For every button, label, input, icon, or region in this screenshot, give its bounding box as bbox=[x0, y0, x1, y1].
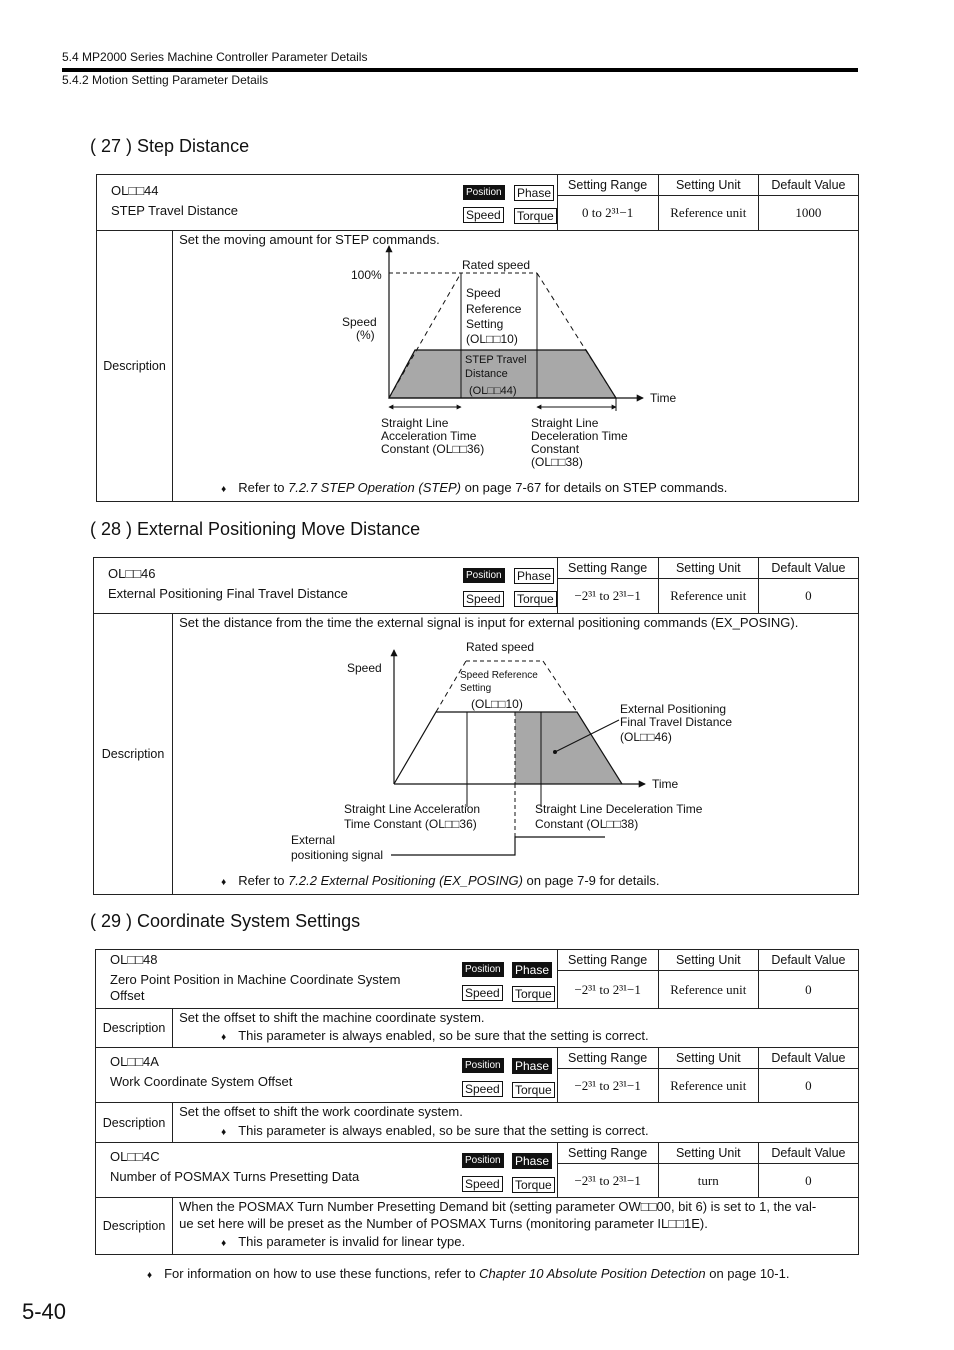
section-27-title: ( 27 ) Step Distance bbox=[90, 136, 250, 156]
default-value: 0 bbox=[758, 1069, 858, 1103]
signal-label: positioning signal bbox=[291, 848, 384, 862]
param-id-cell bbox=[96, 950, 558, 1009]
step-travel-label: Distance bbox=[465, 368, 508, 380]
description-cell bbox=[173, 1009, 859, 1048]
description-cell bbox=[173, 614, 859, 895]
param-name: Number of POSMAX Turns Presetting Data bbox=[110, 1169, 360, 1184]
range-value: 0 to 2³¹−1 bbox=[557, 196, 658, 231]
unit-value: turn bbox=[658, 1164, 758, 1198]
speed-ref-label: (OL□□10) bbox=[471, 697, 523, 711]
range-header: Setting Range bbox=[557, 950, 658, 971]
param-id-cell bbox=[96, 1143, 558, 1198]
description-text: When the POSMAX Turn Number Presetting Demand bit (setting parameter OW□□00, bit 6) is set to 1, the val- bbox=[179, 1199, 817, 1214]
signal-waveform bbox=[391, 837, 605, 855]
page-number: 5-40 bbox=[22, 1299, 67, 1324]
unit-header: Setting Unit bbox=[658, 558, 758, 579]
note-line: ♦ This parameter is always enabled, so be sure that the setting is correct. bbox=[221, 1028, 649, 1043]
unit-value: Reference unit bbox=[658, 196, 758, 231]
speed-ref-label: Speed Reference bbox=[460, 670, 538, 681]
param-code: OL□□4A bbox=[110, 1054, 159, 1069]
speed-ref-label: Setting bbox=[460, 683, 492, 694]
decel-label: Constant (OL□□38) bbox=[535, 817, 639, 831]
step-travel-label: STEP Travel bbox=[465, 354, 527, 366]
default-value: 0 bbox=[758, 579, 858, 614]
decel-label: Constant bbox=[531, 442, 580, 456]
note-line: ♦ This parameter is invalid for linear type. bbox=[221, 1234, 466, 1249]
param-code: OL□□44 bbox=[111, 183, 159, 198]
unit-header: Setting Unit bbox=[658, 1143, 758, 1164]
description-label: Description bbox=[97, 231, 173, 502]
bullet-icon: ♦ bbox=[221, 1127, 227, 1138]
description-cell bbox=[173, 231, 859, 502]
badge-position: Position bbox=[462, 1058, 504, 1073]
unit-header: Setting Unit bbox=[658, 1048, 758, 1069]
range-value: −2³¹ to 2³¹−1 bbox=[557, 971, 658, 1009]
section-28-title: ( 28 ) External Positioning Move Distance bbox=[90, 519, 421, 539]
cross-reference-link[interactable]: 7.2.7 STEP Operation (STEP) bbox=[288, 480, 461, 495]
description-text: ue set here will be preset as the Number of POSMAX Turns (monitoring parameter IL□□1E). bbox=[179, 1216, 708, 1231]
speed-ref-label: Speed bbox=[466, 286, 501, 300]
ext-distance-label: External Positioning bbox=[620, 702, 727, 716]
param-id-cell bbox=[94, 558, 558, 614]
description-label: Description bbox=[96, 1198, 173, 1255]
description-cell bbox=[173, 1198, 859, 1255]
default-header: Default Value bbox=[758, 558, 858, 579]
travel-area-shape bbox=[515, 712, 622, 784]
param-id-cell bbox=[96, 1048, 558, 1103]
rated-speed-label: Rated speed bbox=[462, 258, 531, 272]
badge-phase: Phase bbox=[514, 568, 554, 584]
badge-phase: Phase bbox=[512, 962, 552, 978]
ext-distance-label: Final Travel Distance bbox=[620, 715, 733, 729]
param-name: Zero Point Position in Machine Coordinate System bbox=[110, 972, 401, 987]
range-value: −2³¹ to 2³¹−1 bbox=[557, 1069, 658, 1103]
default-header: Default Value bbox=[758, 175, 858, 196]
speed-axis-label: Speed bbox=[342, 315, 377, 329]
param-table-29 bbox=[95, 949, 859, 1255]
speed-axis-label: Speed bbox=[347, 661, 382, 675]
decel-label: Straight Line bbox=[531, 416, 599, 430]
bullet-icon: ♦ bbox=[221, 1238, 227, 1249]
badge-speed: Speed bbox=[462, 1176, 503, 1192]
footer-note: ♦ For information on how to use these functions, refer to Chapter 10 Absolute Position Detection on page 10-1. bbox=[147, 1266, 790, 1281]
bullet-icon: ♦ bbox=[221, 1032, 227, 1043]
description-cell bbox=[173, 1103, 859, 1143]
range-value: −2³¹ to 2³¹−1 bbox=[557, 1164, 658, 1198]
description-text: Set the distance from the time the external signal is input for external positioning commands (EX_POSING). bbox=[179, 615, 799, 630]
speed-ref-label: (OL□□10) bbox=[466, 332, 518, 346]
param-name: External Positioning Final Travel Distance bbox=[108, 586, 348, 601]
description-text: Set the offset to shift the machine coordinate system. bbox=[179, 1010, 485, 1025]
cross-reference-link[interactable]: 7.2.2 External Positioning (EX_POSING) bbox=[288, 873, 523, 888]
bullet-icon: ♦ bbox=[221, 877, 227, 888]
badge-position: Position bbox=[463, 185, 505, 200]
badge-torque: Torque bbox=[512, 1177, 555, 1193]
badge-position: Position bbox=[463, 568, 505, 583]
badge-torque: Torque bbox=[514, 591, 557, 607]
badge-torque: Torque bbox=[514, 208, 557, 224]
default-value: 0 bbox=[758, 971, 858, 1009]
param-name: Work Coordinate System Offset bbox=[110, 1074, 293, 1089]
range-header: Setting Range bbox=[557, 1048, 658, 1069]
pct100-label: 100% bbox=[351, 268, 382, 282]
accel-label: Constant (OL□□36) bbox=[381, 442, 485, 456]
unit-value: Reference unit bbox=[658, 1069, 758, 1103]
time-label: Time bbox=[650, 391, 677, 405]
accel-label: Acceleration Time bbox=[381, 429, 477, 443]
badge-speed: Speed bbox=[463, 207, 504, 223]
signal-label: External bbox=[291, 833, 336, 847]
param-id-cell bbox=[97, 175, 558, 231]
param-name: STEP Travel Distance bbox=[111, 203, 238, 218]
param-code: OL□□46 bbox=[108, 566, 156, 581]
badge-position: Position bbox=[462, 962, 504, 977]
description-label: Description bbox=[96, 1103, 173, 1143]
time-label: Time bbox=[652, 777, 679, 791]
description-text: Set the moving amount for STEP commands. bbox=[179, 232, 440, 247]
note-line: ♦ This parameter is always enabled, so be sure that the setting is correct. bbox=[221, 1123, 649, 1138]
accel-label: Straight Line bbox=[381, 416, 449, 430]
description-text: Set the offset to shift the work coordinate system. bbox=[179, 1104, 463, 1119]
default-value: 0 bbox=[758, 1164, 858, 1198]
unit-value: Reference unit bbox=[658, 971, 758, 1009]
speed-ref-label: Reference bbox=[466, 302, 522, 316]
header-section: 5.4 MP2000 Series Machine Controller Parameter Details bbox=[62, 50, 368, 64]
header-subsection: 5.4.2 Motion Setting Parameter Details bbox=[62, 73, 269, 87]
badge-position: Position bbox=[462, 1153, 504, 1168]
pointer-dot bbox=[553, 750, 557, 754]
bullet-icon: ♦ bbox=[147, 1270, 153, 1281]
param-name: Offset bbox=[110, 988, 145, 1003]
section-29-title: ( 29 ) Coordinate System Settings bbox=[90, 911, 361, 931]
step-travel-label: (OL□□44) bbox=[469, 385, 517, 397]
note-line: ♦ Refer to 7.2.2 External Positioning (EX_POSING) on page 7-9 for details. bbox=[221, 873, 660, 888]
decel-dash bbox=[543, 661, 577, 712]
unit-header: Setting Unit bbox=[658, 175, 758, 196]
decel-label: Deceleration Time bbox=[531, 429, 628, 443]
param-code: OL□□48 bbox=[110, 952, 158, 967]
bullet-icon: ♦ bbox=[221, 484, 227, 495]
default-value: 1000 bbox=[758, 196, 858, 231]
badge-speed: Speed bbox=[463, 591, 504, 607]
default-header: Default Value bbox=[758, 1048, 858, 1069]
description-label: Description bbox=[96, 1009, 173, 1048]
badge-speed: Speed bbox=[462, 985, 503, 1001]
cross-reference-link[interactable]: Chapter 10 Absolute Position Detection bbox=[479, 1266, 706, 1281]
badge-phase: Phase bbox=[512, 1153, 552, 1169]
note-line: ♦ Refer to 7.2.7 STEP Operation (STEP) on page 7-67 for details on STEP commands. bbox=[221, 480, 728, 495]
external-positioning-diagram bbox=[173, 614, 859, 894]
badge-torque: Torque bbox=[512, 1082, 555, 1098]
rated-speed-label: Rated speed bbox=[466, 640, 535, 654]
range-header: Setting Range bbox=[557, 175, 658, 196]
param-table-28 bbox=[93, 557, 859, 895]
description-label: Description bbox=[94, 614, 173, 895]
badge-phase: Phase bbox=[512, 1058, 552, 1074]
decel-label: Straight Line Deceleration Time bbox=[535, 802, 703, 816]
badge-speed: Speed bbox=[462, 1081, 503, 1097]
decel-label: (OL□□38) bbox=[531, 455, 583, 469]
default-header: Default Value bbox=[758, 1143, 858, 1164]
badge-torque: Torque bbox=[512, 986, 555, 1002]
speed-unit-label: (%) bbox=[356, 328, 375, 342]
header-rule bbox=[62, 68, 858, 72]
range-header: Setting Range bbox=[557, 558, 658, 579]
default-header: Default Value bbox=[758, 950, 858, 971]
range-header: Setting Range bbox=[557, 1143, 658, 1164]
accel-label: Time Constant (OL□□36) bbox=[344, 817, 477, 831]
speed-ref-label: Setting bbox=[466, 317, 504, 331]
unit-value: Reference unit bbox=[658, 579, 758, 614]
step-distance-diagram bbox=[173, 231, 859, 501]
accel-label: Straight Line Acceleration bbox=[344, 802, 481, 816]
param-code: OL□□4C bbox=[110, 1149, 160, 1164]
ext-distance-label: (OL□□46) bbox=[620, 730, 672, 744]
range-value: −2³¹ to 2³¹−1 bbox=[557, 579, 658, 614]
unit-header: Setting Unit bbox=[658, 950, 758, 971]
param-table-27 bbox=[96, 174, 859, 502]
badge-phase: Phase bbox=[514, 185, 554, 201]
